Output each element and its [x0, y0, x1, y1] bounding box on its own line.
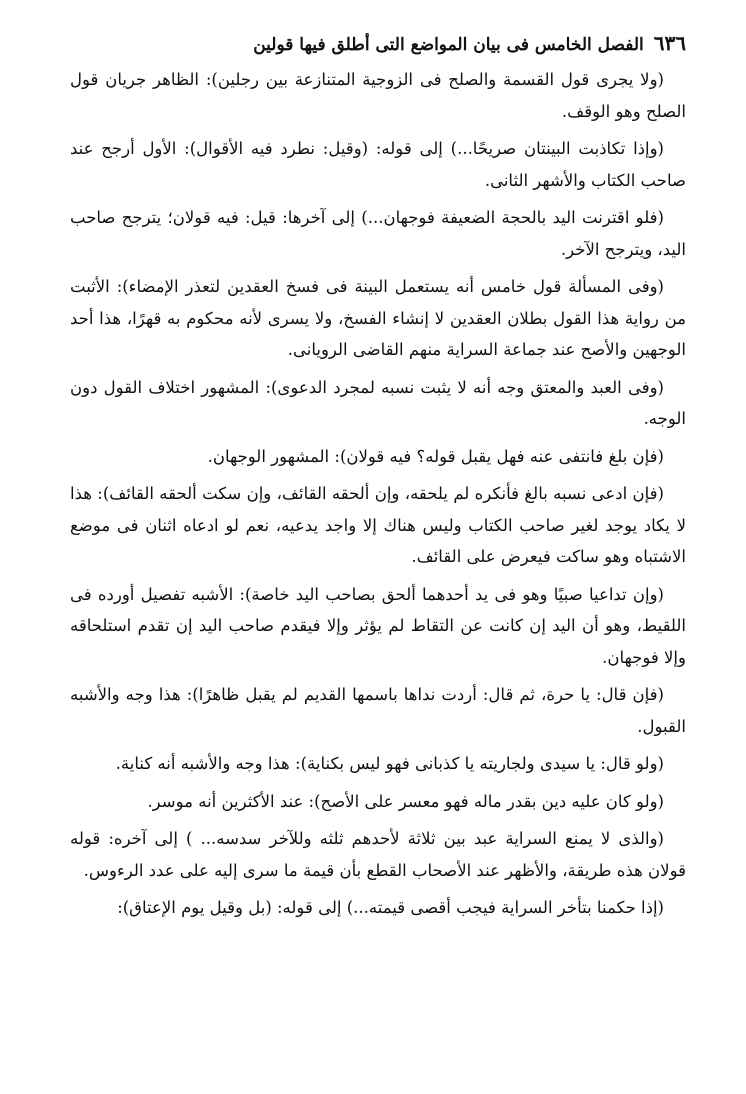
paragraph: (فلو اقترنت اليد بالحجة الضعيفة فوجهان...) إلى آخرها: قيل: فيه قولان؛ يترجح صاحب اليد، ويترجح الآخر.	[70, 208, 686, 259]
paragraph: (ولو قال: يا سيدى ولجاريته يا كذبانى فهو ليس بكناية): هذا وجه والأشبه أنه كناية.	[115, 754, 664, 773]
paragraph: (وفى المسألة قول خامس أنه يستعمل البينة فى فسخ العقدين لتعذر الإمضاء): الأثبت من رواية هذا القول بطلان العقدين لا إنشاء الفسخ، ولا يسرى لأنه محكوم به قهرًا، هذا أحد الوجهين والأصح عند جماعة السراية منهم القاضى الرويانى.	[70, 277, 686, 359]
paragraph: (فإن بلغ فانتفى عنه فهل يقبل قوله؟ فيه قولان): المشهور الوجهان.	[207, 446, 664, 466]
paragraph: (وفى العبد والمعتق وجه أنه لا يثبت نسبه لمجرد الدعوى): المشهور اختلاف القول دون الوجه.	[70, 377, 686, 428]
chapter-title: الفصل الخامس فى بيان المواضع التى أطلق فيها قولين	[253, 35, 644, 55]
paragraph: (فإن ادعى نسبه بالغ فأنكره لم يلحقه، وإن ألحقه القائف، وإن سكت ألحقه القائف): هذا لا يكاد يوجد لغير صاحب الكتاب وليس هناك إلا واجد يدعيه، نعم لو ادعاه اثنان فى موضع الاشتباه وهو ساكت فيعرض على القائف.	[70, 484, 686, 566]
paragraph: (ولو كان عليه دين بقدر ماله فهو معسر على الأصح): عند الأكثرين أنه موسر.	[147, 791, 664, 811]
running-head	[70, 30, 686, 60]
paragraph: (إذا حكمنا بتأخر السراية فيجب أقصى قيمته...) إلى قوله: (بل وقيل يوم الإعتاق):	[117, 898, 664, 917]
book-page	[70, 30, 686, 1084]
paragraph: (وإذا تكاذبت البينتان صريحًا...) إلى قوله: (وقيل: نطرد فيه الأقوال): الأول أرجح عند صاحب الكتاب والأشهر الثانى.	[70, 139, 686, 190]
paragraph: (والذى لا يمنع السراية عبد بين ثلاثة لأحدهم ثلثه وللآخر سدسه... ) إلى آخره: قوله قولان هذه طريقة، والأظهر عند الأصحاب القطع بأن قيمة ما سرى إليه على عدد الرءوس.	[70, 829, 686, 880]
page-number: ٦٣٦	[653, 31, 686, 55]
paragraph: (ولا يجرى قول القسمة والصلح فى الزوجية المتنازعة بين رجلين): الظاهر جريان قول الصلح وهو الوقف.	[70, 70, 686, 121]
text-body	[70, 64, 686, 924]
paragraph: (وإن تداعيا صبيًا وهو فى يد أحدهما ألحق بصاحب اليد خاصة): الأشبه تفصيل أورده فى اللقيط، وهو أن اليد إن كانت عن التقاط لم يؤثر وإلا فيقدم صاحب اليد إن تقدم استلحاقه وإلا فوجهان.	[70, 584, 686, 667]
paragraph: (فإن قال: يا حرة، ثم قال: أردت نداها باسمها القديم لم يقبل ظاهرًا): هذا وجه والأشبه القبول.	[70, 685, 686, 736]
